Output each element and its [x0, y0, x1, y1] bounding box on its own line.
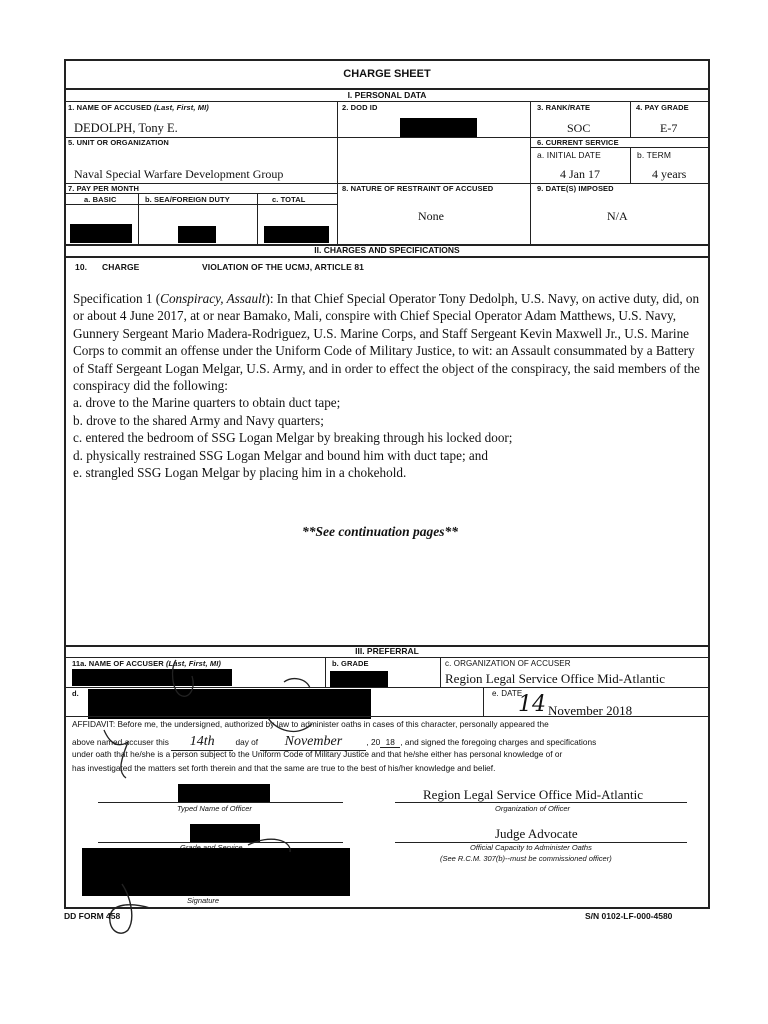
- pay-per-month-label: 7. PAY PER MONTH: [68, 184, 140, 193]
- typed-name-caption: Typed Name of Officer: [177, 804, 252, 813]
- term-value: 4 years: [652, 167, 687, 181]
- signature-of-accuser-label: d.: [72, 689, 79, 698]
- capacity-note: (See R.C.M. 307(b)--must be commissioned officer): [440, 854, 612, 863]
- initial-date-label: a. INITIAL DATE: [537, 150, 601, 160]
- charge-number: 10.: [75, 262, 88, 272]
- spec-item-d: d. physically restrained SSG Logan Melgar and bound him with duct tape; and: [73, 447, 488, 463]
- affidavit-month-hand: November: [260, 734, 366, 751]
- term-label: b. TERM: [637, 150, 672, 160]
- affidavit-line-1: AFFIDAVIT: Before me, the undersigned, authorized by law to administer oaths in cases of this character, personally appeared the: [72, 719, 549, 729]
- oath-loop: [268, 718, 312, 731]
- sea-foreign-duty-label: b. SEA/FOREIGN DUTY: [145, 195, 230, 204]
- accuser-org-label: c. ORGANIZATION OF ACCUSER: [445, 659, 571, 668]
- affidavit-line-2: above named accuser this 14th day of November , 20 18 , and signed the foregoing charges and specifications: [72, 734, 597, 749]
- basic-pay-label: a. BASIC: [84, 195, 117, 204]
- handwritten-date-day: 14: [518, 692, 546, 717]
- spec-item-b: b. drove to the shared Army and Navy quarters;: [73, 412, 324, 428]
- affidavit-initials: [104, 730, 128, 778]
- dates-imposed-label: 9. DATE(S) IMPOSED: [537, 184, 614, 193]
- unit-label: 5. UNIT OR ORGANIZATION: [68, 138, 169, 147]
- capacity-value: Judge Advocate: [495, 826, 578, 841]
- accuser-name-label: 11a. NAME OF ACCUSER (Last, First, MI): [72, 659, 221, 668]
- rank-label: 3. RANK/RATE: [537, 103, 591, 112]
- signature-scribble: [248, 839, 290, 852]
- affidavit-line-4: has investigated the matters set forth therein and that the same are true to the best of his/her knowledge and belief.: [72, 763, 496, 773]
- capacity-caption: Official Capacity to Administer Oaths: [470, 843, 592, 852]
- form-number: DD FORM 458: [64, 911, 121, 921]
- current-service-label: 6. CURRENT SERVICE: [537, 138, 619, 147]
- form-number-scribble: [110, 884, 150, 933]
- date-label: e. DATE: [492, 689, 523, 698]
- charge-label: CHARGE: [102, 262, 140, 272]
- total-pay-label: c. TOTAL: [272, 195, 306, 204]
- accuser-grade-label: b. GRADE: [332, 659, 369, 668]
- name-of-accused-label: 1. NAME OF ACCUSED (Last, First, MI): [68, 103, 209, 112]
- pay-grade-label: 4. PAY GRADE: [636, 103, 689, 112]
- form-title: CHARGE SHEET: [343, 68, 431, 80]
- section-personal-data: I. PERSONAL DATA: [347, 90, 427, 100]
- serial-number: S/N 0102-LF-000-4580: [585, 911, 673, 921]
- initial-date-value: 4 Jan 17: [560, 167, 600, 181]
- affidavit-day-hand: 14th: [171, 734, 233, 751]
- section-charges: II. CHARGES AND SPECIFICATIONS: [314, 245, 460, 255]
- accuser-org-value: Region Legal Service Office Mid-Atlantic: [445, 671, 665, 686]
- restraint-value: None: [418, 209, 444, 223]
- name-of-accused-value: DEDOLPH, Tony E.: [74, 121, 178, 135]
- dates-imposed-value: N/A: [607, 209, 628, 223]
- affidavit-line-3: under oath that he/she is a person subject to the Uniform Code of Military Justice and that he/she either has personal knowledge of or: [72, 749, 563, 759]
- signature-caption: Signature: [187, 896, 220, 905]
- officer-org-value: Region Legal Service Office Mid-Atlantic: [423, 787, 643, 802]
- spec-item-a: a. drove to the Marine quarters to obtain duct tape;: [73, 395, 341, 411]
- pay-grade-value: E-7: [660, 121, 678, 135]
- spec-item-c: c. entered the bedroom of SSG Logan Melgar by breaking through his locked door;: [73, 430, 513, 446]
- charge-violation: VIOLATION OF THE UCMJ, ARTICLE 81: [202, 262, 364, 272]
- continuation-note: **See continuation pages**: [302, 524, 459, 539]
- restraint-label: 8. NATURE OF RESTRAINT OF ACCUSED: [342, 184, 494, 193]
- officer-org-caption: Organization of Officer: [495, 804, 571, 813]
- section-preferral: III. PREFERRAL: [355, 646, 419, 656]
- dod-id-label: 2. DOD ID: [342, 103, 378, 112]
- preferral-date-value: November 2018: [548, 703, 633, 718]
- specification-paragraph: Specification 1 (Conspiracy, Assault): In that Chief Special Operator Tony Dedolph, U.S. Navy, on active duty, did, on or about 4 June 2017, at or near Bamako, Mali, conspire with Chief Special Operator Adam Matthews, U.S. Navy, Gunnery Sergeant Mario Madera-Rodriguez, U.S. Marine Corps, and Staff Sergeant Kevin Maxwell Jr., U.S. Marine Corps to commit an offense under the Uniform Code of Military Justice, to wit: an Assault consummated by a Battery of Staff Sergeant Logan Melgar, U.S. Army, and in order to effect the object of the conspiracy, the said members of the conspiracy did the following:: [73, 291, 700, 394]
- unit-value: Naval Special Warfare Development Group: [74, 167, 284, 181]
- spec-item-e: e. strangled SSG Logan Melgar by placing him in a chokehold.: [73, 465, 407, 481]
- affidavit-year: 18: [380, 737, 400, 748]
- grade-loop: [284, 679, 310, 688]
- rank-value: SOC: [567, 121, 591, 135]
- accuser-name-loop: [173, 660, 194, 696]
